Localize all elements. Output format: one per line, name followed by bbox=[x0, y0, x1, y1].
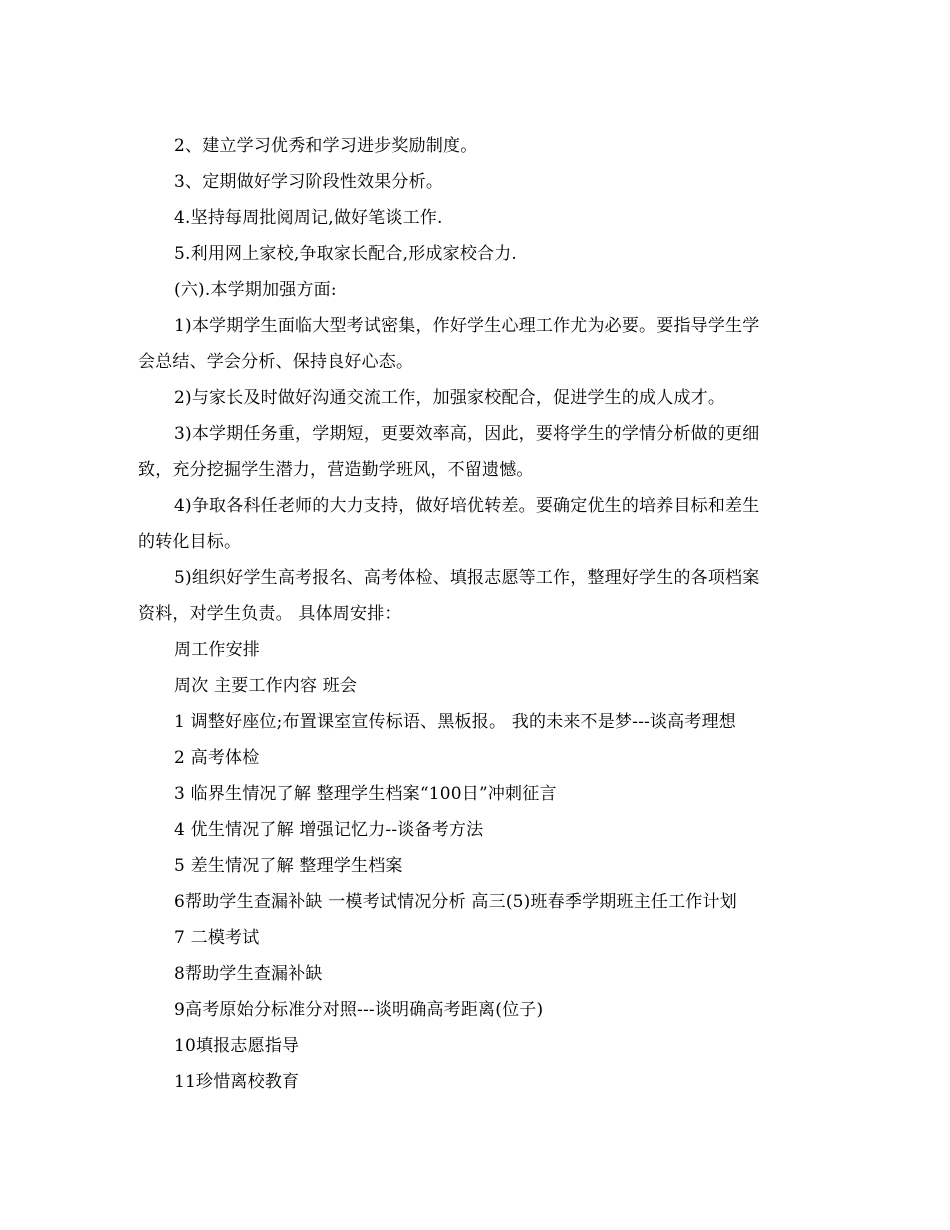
schedule-row: 7 二模考试 bbox=[174, 928, 260, 948]
text-line: 2、建立学习优秀和学习进步奖励制度。 bbox=[174, 136, 478, 156]
schedule-row: 6帮助学生查漏补缺 一模考试情况分析 高三(5)班春季学期班主任工作计划 bbox=[174, 892, 737, 912]
paragraph-line: 致，充分挖掘学生潜力，营造勤学班风，不留遗憾。 bbox=[138, 460, 534, 480]
text-line: 4.坚持每周批阅周记,做好笔谈工作. bbox=[174, 208, 443, 228]
paragraph-line: 1)本学期学生面临大型考试密集，作好学生心理工作尤为必要。要指导学生学 bbox=[174, 316, 760, 336]
paragraph-4 bbox=[138, 488, 818, 560]
paragraph-line: 4)争取各科任老师的大力支持，做好培优转差。要确定优生的培养目标和差生 bbox=[174, 496, 760, 516]
schedule-row: 4 优生情况了解 增强记忆力--谈备考方法 bbox=[174, 820, 484, 840]
schedule-row: 2 高考体检 bbox=[174, 748, 260, 768]
schedule-row: 5 差生情况了解 整理学生档案 bbox=[174, 856, 403, 876]
schedule-header: 周次 主要工作内容 班会 bbox=[174, 676, 358, 696]
paragraph-line: 5)组织好学生高考报名、高考体检、填报志愿等工作，整理好学生的各项档案 bbox=[174, 568, 760, 588]
section-heading: (六).本学期加强方面: bbox=[174, 280, 337, 300]
schedule-row: 8帮助学生查漏补缺 bbox=[174, 964, 323, 984]
paragraph-line: 3)本学期任务重，学期短，更要效率高，因此，要将学生的学情分析做的更细 bbox=[174, 424, 760, 444]
paragraph-3 bbox=[138, 416, 818, 488]
paragraph-line: 会总结、学会分析、保持良好心态。 bbox=[138, 352, 414, 372]
schedule-row: 1 调整好座位;布置课室宣传标语、黑板报。 我的未来不是梦---谈高考理想 bbox=[174, 712, 736, 732]
schedule-row: 3 临界生情况了解 整理学生档案“100日”冲刺征言 bbox=[174, 784, 557, 804]
paragraph-5 bbox=[138, 560, 818, 632]
paragraph-1 bbox=[138, 308, 818, 380]
document-body bbox=[138, 128, 818, 1100]
schedule-row: 11珍惜离校教育 bbox=[174, 1072, 300, 1092]
text-line: 5.利用网上家校,争取家长配合,形成家校合力. bbox=[174, 244, 518, 264]
text-line: 3、定期做好学习阶段性效果分析。 bbox=[174, 172, 444, 192]
paragraph-line: 的转化目标。 bbox=[138, 532, 242, 552]
paragraph-2: 2)与家长及时做好沟通交流工作，加强家校配合，促进学生的成人成才。 bbox=[174, 388, 726, 408]
schedule-row: 9高考原始分标准分对照---谈明确高考距离(位子) bbox=[174, 1000, 544, 1020]
schedule-title: 周工作安排 bbox=[174, 640, 260, 660]
schedule-row: 10填报志愿指导 bbox=[174, 1036, 300, 1056]
paragraph-line: 资料，对学生负责。 具体周安排： bbox=[138, 604, 402, 624]
